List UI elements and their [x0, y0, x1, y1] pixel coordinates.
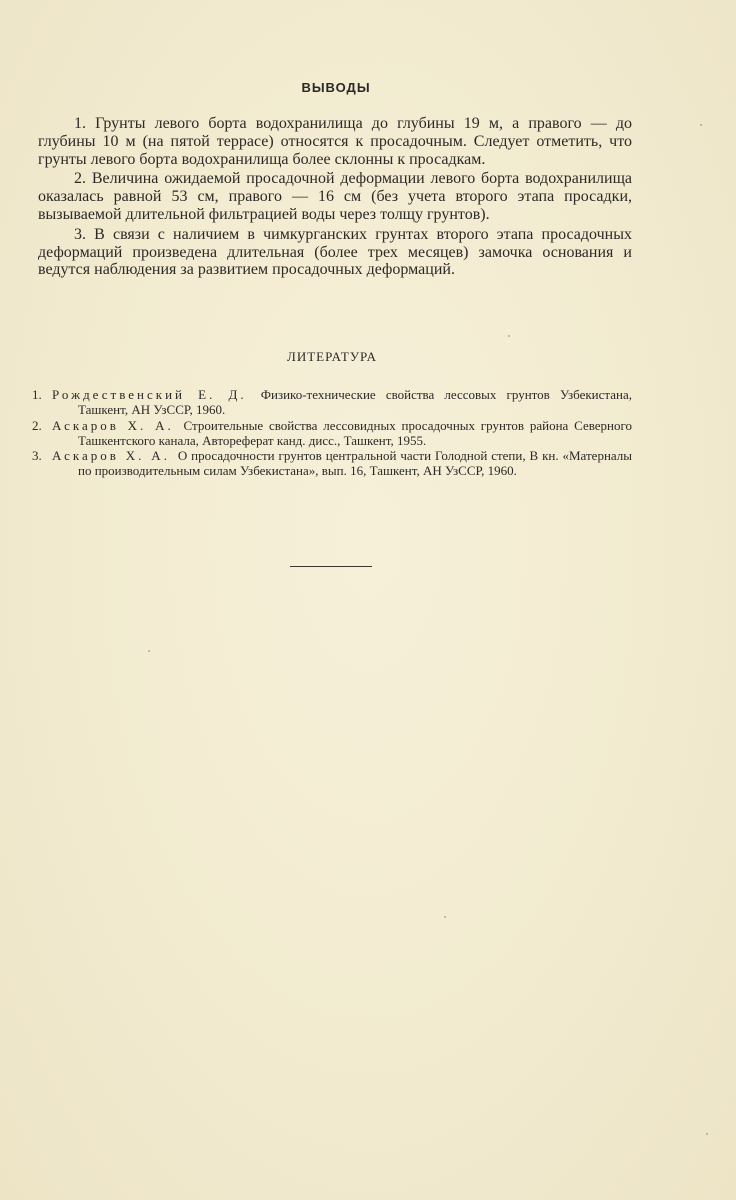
- paper-speck: [508, 335, 510, 337]
- reference-number: 2.: [32, 417, 42, 433]
- conclusion-item-3: 3. В связи с наличием в чимкурганских грунтах второго этапа просадочных деформаций произведена длительная (более трех месяцев) замочка основания и ведутся наблюдения за развитием просадочных деформаций.: [38, 225, 632, 279]
- reference-text: Строительные свойства лессовидных просадочных грунтов района Северного Ташкентского канала, Автореферат канд. дисс., Ташкент, 1955.: [78, 417, 633, 448]
- paper-speck: [706, 1133, 708, 1135]
- reference-text: О просадочности грунтов центральной части Голодной степи, В кн. «Матерналы по производительным силам Узбекистана», вып. 16, Ташкент, АН УзССР, 1960.: [78, 448, 633, 479]
- conclusions-section: [38, 115, 632, 281]
- reference-number: 1.: [32, 387, 42, 402]
- reference-author: Аскаров Х. А.: [52, 417, 174, 433]
- paper-speck: [444, 916, 446, 918]
- reference-item-2: [32, 418, 632, 449]
- conclusion-item-1: 1. Грунты левого борта водохранилища до глубины 19 м, а правого — до глубины 10 м (на пятой террасе) относятся к просадочным. Следует отметить, что грунты левого борта водохранилища более склонны к просадкам.: [38, 115, 632, 168]
- reference-author: Аскаров Х. А.: [52, 448, 170, 464]
- reference-item-1: [32, 387, 632, 418]
- reference-author: Рождественский Е. Д.: [52, 387, 247, 402]
- reference-text: Физико-технические свойства лессовых грунтов Узбекистана, Ташкент, АН УзССР, 1960.: [78, 387, 632, 418]
- reference-number: 3.: [32, 448, 42, 464]
- reference-list: [32, 387, 632, 479]
- conclusions-heading: ВЫВОДЫ: [301, 80, 371, 95]
- reference-item-3: [32, 448, 632, 479]
- end-divider: [290, 566, 372, 567]
- literature-heading: ЛИТЕРАТУРА: [287, 349, 377, 364]
- conclusion-item-2: 2. Величина ожидаемой просадочной деформации левого борта водохранилища оказалась равной 53 см, правого — 16 см (без учета второго этапа просадки, вызываемой длительной фильтрацией воды через толщу грунтов).: [38, 170, 632, 223]
- paper-speck: [148, 650, 150, 652]
- paper-speck: [700, 124, 702, 126]
